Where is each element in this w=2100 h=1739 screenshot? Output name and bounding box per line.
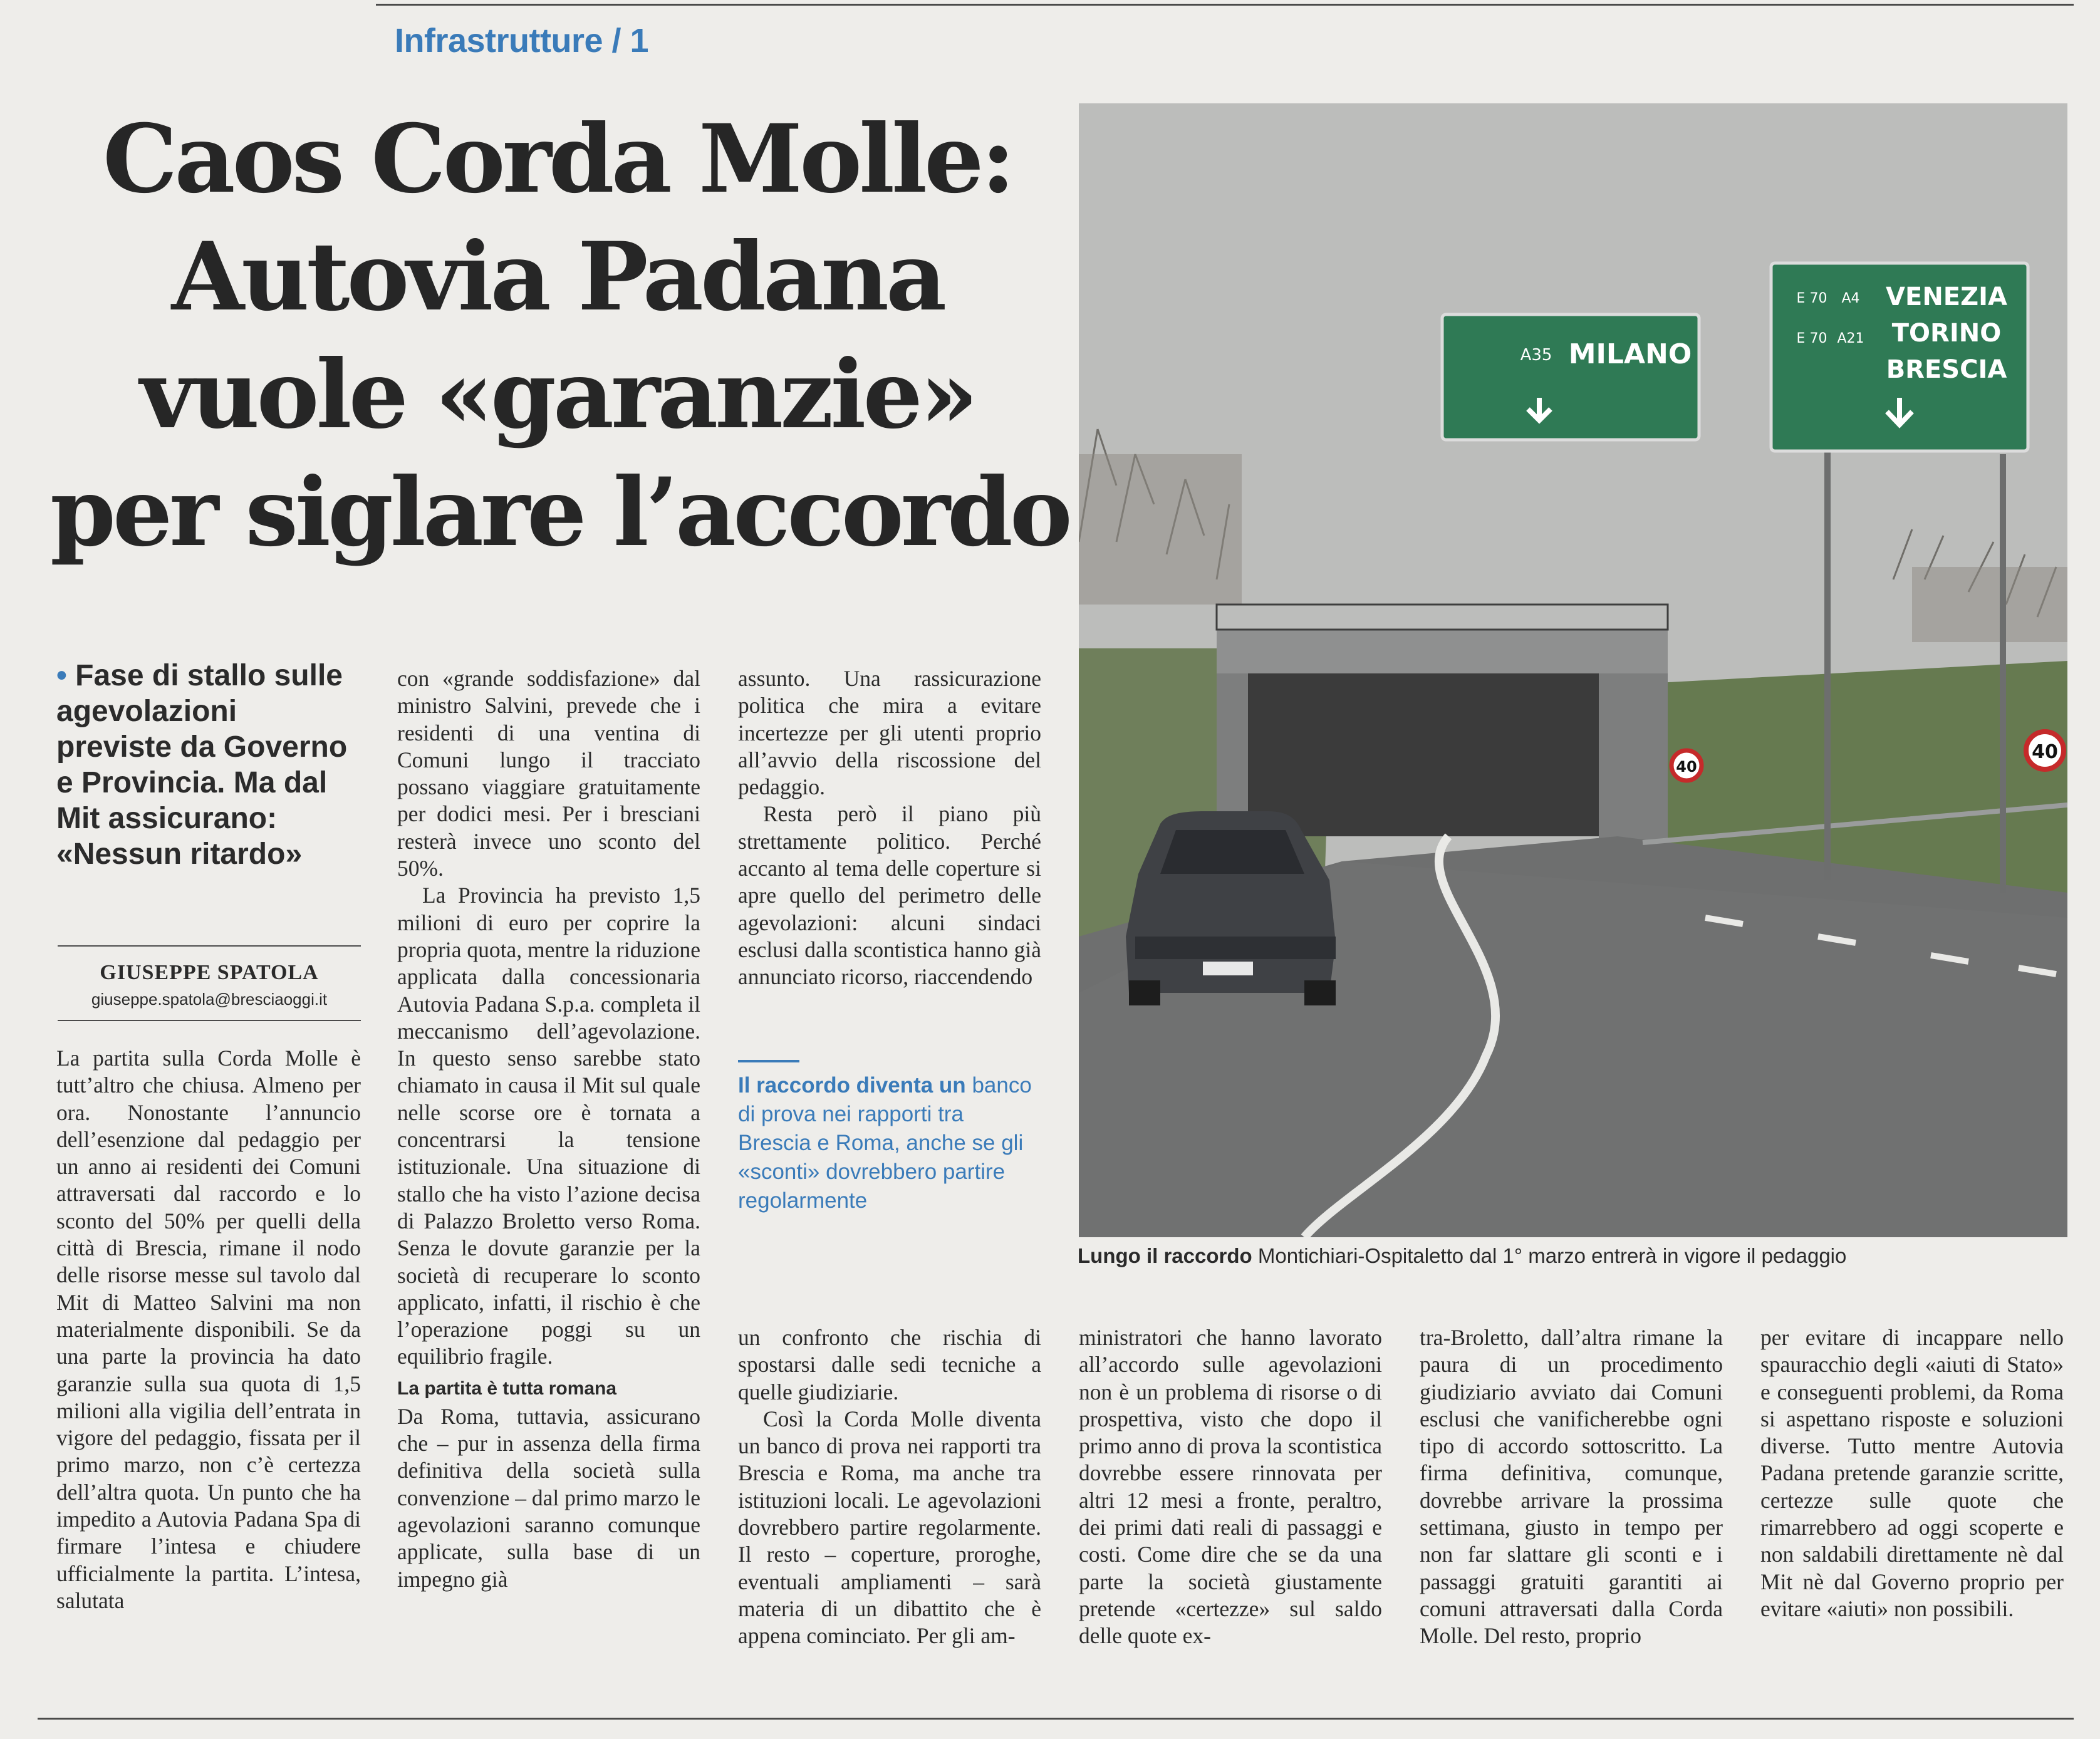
- subheading: La partita è tutta romana: [397, 1378, 617, 1399]
- pull-quote-text: banco di prova nei rapporti tra Brescia e Roma, anche se gli «sconti» dovrebbero partire regolarmente: [738, 1073, 1032, 1213]
- body-paragraph: per evitare di incappare nello spauracchio degli «aiuti di Stato» e conseguenti problemi, da Roma si aspettano risposte e soluzioni diverse. Tutto mentre Autovia Padana pretende garanzie scritte, certezze sulle quote che rimarrebbero ad oggi scoperte e non saldabili direttamente nè dal Mit nè dal Governo proprio per evitare «aiuti» non possibili.: [1760, 1325, 2064, 1621]
- body-column-3-bottom: [738, 1324, 1041, 1650]
- speed-limit-left-text: 40: [1676, 758, 1697, 776]
- summary: [56, 658, 357, 872]
- headline-line-3: vuole «garanzie»: [140, 340, 975, 450]
- pull-quote-lead: Il raccordo diventa un: [738, 1073, 966, 1098]
- headline-line-4: per siglare l’accordo: [50, 457, 1069, 568]
- byline-name: GIUSEPPE SPATOLA: [100, 961, 319, 984]
- body-paragraph: tra-Broletto, dall’altra rimane la paura di un procedimento giudiziario avviato dai Comuni esclusi che vanificherebbe ogni tipo di accordo sottoscritto. La firma definitiva, comunque, dovrebbe arrivare la prossima settimana, giusto in tempo per non far slattare gli sconti e i passaggi gratuiti garantiti ai comuni attraversati dalla Corda Molle. Del resto, proprio: [1420, 1325, 1723, 1649]
- body-paragraph: Resta però il piano più strettamente politico. Perché accanto al tema delle coperture si apre quello del perimetro delle agevolazioni: alcuni sindaci esclusi dalla scontistica hanno già annunciato ricorso, riaccendendo: [738, 801, 1041, 990]
- overpass-deck: [1217, 630, 1668, 673]
- body-paragraph: ministratori che hanno lavorato all’accordo sulle agevolazioni non è un problema di risorse o di prospettiva, visto che dopo il primo anno di prova la scontistica dovrebbe essere rinnovata per altri 12 mesi a fronte, peraltro, dei primi dati reali di passaggi e costi. Come dire che se da una parte la società giustamente pretende «certezze» sul saldo delle quote ex-: [1079, 1325, 1382, 1649]
- sign-milano-code: A35: [1520, 346, 1552, 365]
- body-column-3-top: [738, 665, 1041, 991]
- body-column-5: [1420, 1324, 1723, 1650]
- body-column-6: [1760, 1324, 2064, 1622]
- body-column-2: [397, 665, 700, 1593]
- body-paragraph: assunto. Una rassicurazione politica che mira a evitare incertezze per gli utenti proprio all’avvio della riscossione del pedaggio.: [738, 666, 1041, 800]
- body-paragraph: Così la Corda Molle diventa un banco di prova nei rapporti tra Brescia e Roma, ma anche tra istituzioni locali. Le agevolazioni dovrebbero partire regolarmente. Il resto – coperture, proroghe, eventuali ampliamenti – sarà materia di un dibattito che è appena cominciato. Per gli am-: [738, 1406, 1041, 1649]
- photo-caption: [1078, 1243, 2080, 1269]
- sign-row1-e: E 70: [1796, 291, 1827, 306]
- bottom-rule: [38, 1718, 2074, 1720]
- pull-quote: [738, 1071, 1032, 1215]
- summary-bullet: •: [56, 659, 67, 692]
- body-paragraph: La Provincia ha previsto 1,5 milioni di euro per coprire la propria quota, mentre la riduzione applicata dalla concessionaria Autovia Padana S.p.a. completa il meccanismo dell’agevolazione. In questo senso sarebbe stato chiamato in causa il Mit sul quale nelle scorse ore è tornata a concentrarsi la tensione istituzionale. Una situazione di stallo che ha visto l’azione decisa di Palazzo Broletto verso Roma. Senza le dovute garanzie per la società di recuperare lo sconto applicato, infatti, il rischio è che l’operazione poggi su un equilibrio fragile.: [397, 883, 700, 1369]
- section-label: Infrastrutture / 1: [395, 22, 649, 60]
- body-paragraph: con «grande soddisfazione» dal ministro Salvini, prevede che i residenti di una ventina di Comuni lungo il tracciato possano viaggiare gratuitamente per dodici mesi. Per i bresciani resterà invece uno sconto del 50%.: [397, 666, 700, 881]
- body-column-1: [56, 1045, 361, 1614]
- caption-lead: Lungo il raccordo: [1078, 1244, 1252, 1267]
- speed-limit-right-text: 40: [2032, 741, 2058, 763]
- sign-row3-destination: BRESCIA: [1886, 355, 2007, 384]
- top-rule: [376, 4, 2074, 6]
- byline-email: giuseppe.spatola@bresciaoggi.it: [91, 990, 328, 1009]
- headline: [50, 100, 1069, 571]
- sign-row1-a: A4: [1841, 291, 1860, 306]
- body-paragraph: un confronto che rischia di spostarsi dalle sedi tecniche a quelle giudiziarie.: [738, 1325, 1041, 1404]
- pull-quote-rule: [738, 1060, 799, 1062]
- road-photo: [1079, 103, 2067, 1237]
- byline-rule-top: [58, 945, 361, 947]
- sign-milano-destination: MILANO: [1568, 338, 1692, 370]
- sign-row2-destination: TORINO: [1891, 319, 2002, 348]
- car: [1126, 811, 1336, 1005]
- body-column-4: [1079, 1324, 1382, 1650]
- summary-text: Fase di stallo sulle agevolazioni previste da Governo e Provincia. Ma dal Mit assicurano: «Nessun ritardo»: [56, 659, 348, 871]
- body-paragraph: Da Roma, tuttavia, assicurano che – pur in assenza della firma definitiva della società sulla convenzione – dal primo marzo le agevolazioni saranno comunque applicate, sulla base di un impegno già: [397, 1403, 700, 1592]
- sign-row1-destination: VENEZIA: [1886, 283, 2007, 311]
- headline-line-1: Caos Corda Molle:: [103, 104, 1012, 214]
- body-paragraph: La partita sulla Corda Molle è tutt’altro che chiusa. Almeno per ora. Nonostante l’annuncio dell’esenzione dal pedaggio per un anno ai residenti dei Comuni attraversati dal raccordo e lo sconto del 50% per quelli della città di Brescia, rimane il nodo delle risorse messe sul tavolo dal Mit di Matteo Salvini ma non materialmente disponibili. Se da una parte la provincia ha dato garanzie sulla sua quota di 1,5 milioni alla vigilia dell’entrata in vigore del pedaggio, fissata per il primo marzo, non c’è certezza dell’altra quota. Un punto che ha impedito a Autovia Padana Spa di firmare l’intesa e chiudere ufficialmente la partita. L’intesa, salutata: [56, 1046, 361, 1613]
- caption-text: Montichiari-Ospitaletto dal 1° marzo entrerà in vigore il pedaggio: [1257, 1244, 1847, 1267]
- byline-rule-bottom: [58, 1020, 361, 1021]
- sign-row3-a: A21: [1837, 331, 1864, 346]
- sign-row3-e: E 70: [1796, 331, 1827, 346]
- headline-line-2: Autovia Padana: [171, 222, 944, 332]
- sign-milano: [1442, 314, 1699, 440]
